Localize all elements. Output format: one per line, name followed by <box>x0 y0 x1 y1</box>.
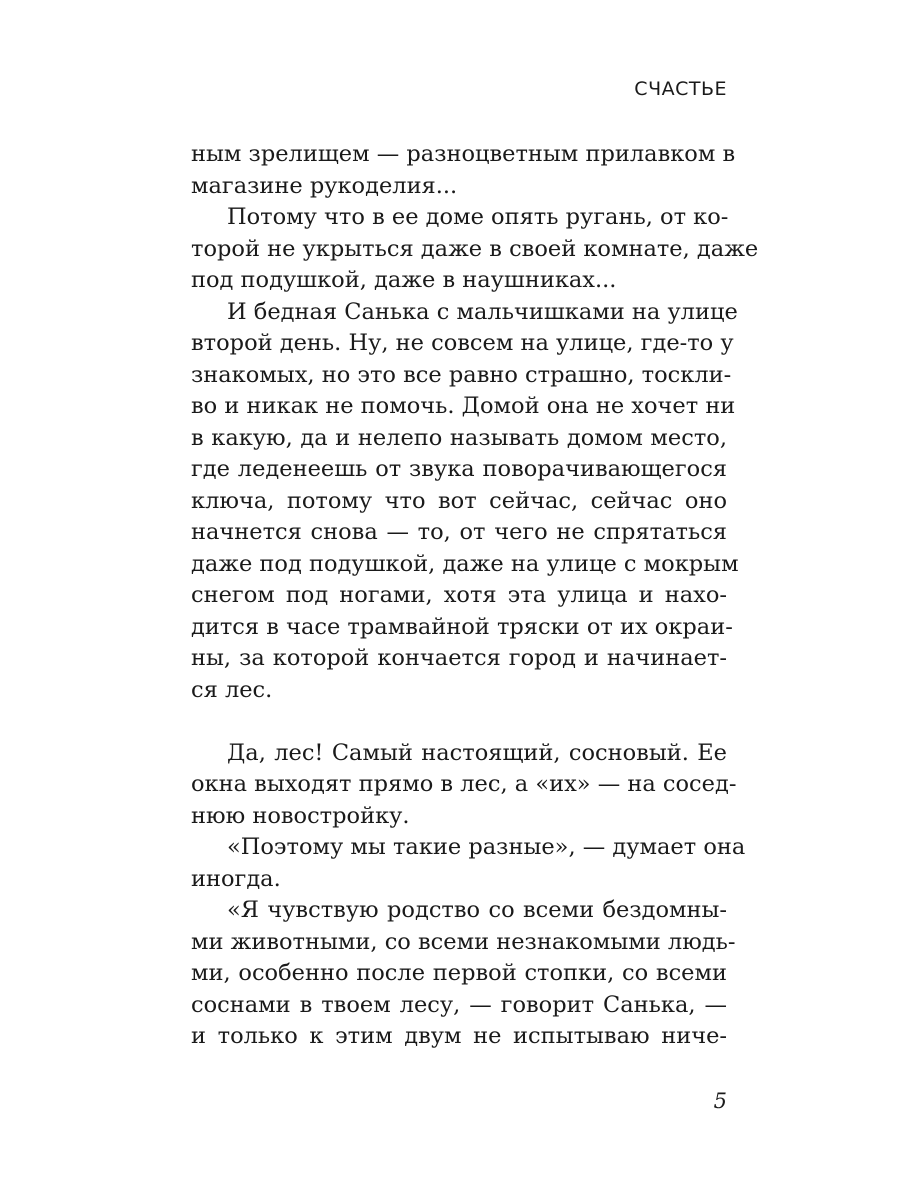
text-line: начнется снова — то, от чего не спрятаться <box>191 519 727 545</box>
text-line: под подушкой, даже в наушниках... <box>191 267 617 293</box>
text-line: ми, особенно после первой стопки, со всеми <box>191 960 727 986</box>
text-line: ным зрелищем — разноцветным прилавком в <box>191 141 736 167</box>
running-head: СЧАСТЬЕ <box>634 78 727 100</box>
text-line: И бедная Санька с мальчишками на улице <box>227 298 738 325</box>
text-line: «Я чувствую родство со всеми бездомны- <box>227 897 727 923</box>
text-line: окна выходят прямо в лес, а «их» — на сосед- <box>191 771 737 797</box>
text-line: нюю новостройку. <box>191 802 410 829</box>
text-line: Да, лес! Самый настоящий, сосновый. Ее <box>227 739 727 766</box>
text-line: соснами в твоем лесу, — говорит Санька, — <box>191 991 727 1018</box>
page-number: 5 <box>713 1089 727 1113</box>
text-line: ми животными, со всеми незнакомыми людь- <box>191 928 736 955</box>
text-line: и только к этим двум не испытываю ниче- <box>191 1023 727 1049</box>
text-line: Потому что в ее доме опять ругань, от ко- <box>227 204 729 230</box>
text-line: снегом под ногами, хотя эта улица и нахо- <box>191 582 727 608</box>
section-break <box>191 706 727 738</box>
text-line: во и никак не помочь. Домой она не хочет ни <box>191 393 736 419</box>
text-line: в какую, да и нелепо называть домом место, <box>191 424 727 451</box>
text-line: ся лес. <box>191 676 273 703</box>
text-line: второй день. Ну, не совсем на улице, где-то у <box>191 330 734 356</box>
text-line: иногда. <box>191 865 281 892</box>
text-line: ключа, потому что вот сейчас, сейчас оно <box>191 487 727 514</box>
text-line: знакомых, но это все равно страшно, тоскли- <box>191 361 732 388</box>
text-line: ны, за которой кончается город и начинает- <box>191 645 727 671</box>
text-line: где леденеешь от звука поворачивающегося <box>191 456 727 482</box>
body-text <box>191 139 759 1053</box>
text-line: торой не укрыться даже в своей комнате, даже <box>191 235 759 262</box>
text-line: даже под подушкой, даже на улице с мокрым <box>191 550 739 577</box>
text-line: дится в часе трамвайной тряски от их окраи- <box>191 613 733 640</box>
text-line: «Поэтому мы такие разные», — думает она <box>227 834 746 860</box>
text-line: магазине рукоделия... <box>191 172 458 199</box>
